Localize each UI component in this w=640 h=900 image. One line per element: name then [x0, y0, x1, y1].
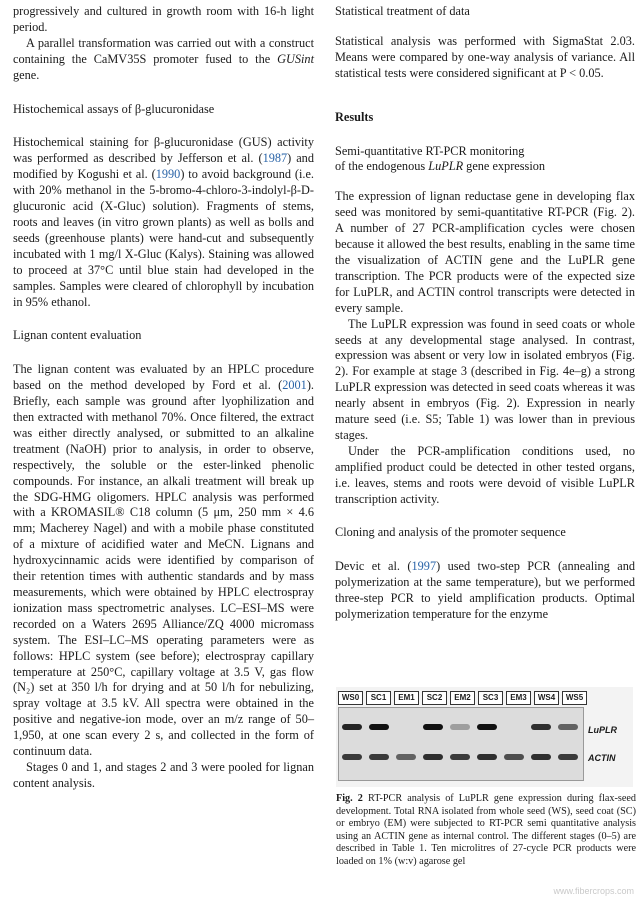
section-heading: Lignan content evaluation	[13, 328, 142, 343]
figure-caption: Fig. 2 RT-PCR analysis of LuPLR gene expression during flax-seed development. Total RNA isolated from whole seed (WS), seed coat (SC) or embryo (EM) were subjected to RT-PCR semi quantitative analysis using an ACTIN gene as internal control. The different stages (0–5) are described in Table 1. Ten microlitres of 27-cycle PCR products were loaded on 1% (w:v) agarose gel	[336, 793, 636, 867]
actin-band	[477, 754, 497, 760]
lane-label: EM2	[450, 691, 475, 705]
lane-label: EM1	[394, 691, 419, 705]
watermark: www.fibercrops.com	[553, 886, 634, 896]
actin-band	[396, 754, 416, 760]
citation-link[interactable]: 1990	[155, 167, 181, 182]
right-column	[335, 4, 635, 623]
citation-link[interactable]: 1987	[262, 151, 288, 166]
paragraph: Under the PCR-amplification conditions used, no amplified product could be detected in other tested organs, i.e. leaves, stems and roots were devoid of visible LuPLR transcription activity.	[335, 443, 635, 506]
paragraph: The LuPLR expression was found in seed coats or whole seeds at any developmental stage analysed. In contrast, expression was absent or very low in isolated embryos (Fig. 2). For example at stage 3 (described in Fig. 4e–g) a strong LuPLR expression was detected in seed coats whereas it was nearly absent in embryos (Fig. 2). Expression in nearly mature seed (i.e. S5; Table 1) was lower than in previous stages.	[335, 316, 635, 442]
subsection-heading: of the endogenous LuPLR gene expression	[335, 159, 546, 174]
lane-label: WS0	[338, 691, 363, 705]
lane-label: WS5	[562, 691, 587, 705]
gene-label-luplr: LuPLR	[588, 725, 617, 735]
left-column	[13, 4, 314, 792]
lane-label: EM3	[506, 691, 531, 705]
luplr-band	[558, 724, 578, 730]
actin-band	[558, 754, 578, 760]
luplr-band	[450, 724, 470, 730]
lane-label: SC1	[366, 691, 391, 705]
paragraph: Histochemical staining for β-glucuronidase (GUS) activity was performed as described by Jefferson et al. (1987) and modified by Kogushi et al. (1990) to avoid background (i.e. with 20% methanol in the 5-bromo-4-chloro-3-indolyl-β-D-glucuronic acid (X-Gluc) solution). Fragments of stems, roots and leaves (in vitro grown plants) as well as bolls and seeds (greenhouse plants) were hand-cut and subsequently incubated with 1 mg/l X-Gluc (Kalys). Staining was allowed to proceed at 37°C until blue stain had developed in the samples. Samples were cleared of chlorophyll by incubation in 95% ethanol.	[13, 135, 314, 309]
gene-label-actin: ACTIN	[588, 753, 616, 763]
luplr-band	[531, 724, 551, 730]
paragraph: The expression of lignan reductase gene in developing flax seed was monitored by semi-quantitative RT-PCR (Fig. 2). A number of 27 PCR-amplification cycles were chosen because it allowed the best results, enabling in the same time the visualization of ACTIN gene and the LuPLR gene transcription. The PCR products were of the expected size for LuPLR, and ACTIN control transcripts were detected in every sample.	[335, 189, 635, 315]
paragraph: progressively and cultured in growth room with 16-h light period.	[13, 4, 314, 34]
section-heading: Histochemical assays of β-glucuronidase	[13, 101, 215, 116]
gel-image	[336, 687, 633, 787]
paragraph: Stages 0 and 1, and stages 2 and 3 were pooled for lignan content analysis.	[13, 759, 314, 790]
section-heading: Cloning and analysis of the promoter sequence	[335, 525, 566, 540]
luplr-band	[423, 724, 443, 730]
luplr-band	[342, 724, 362, 730]
lane-label: SC3	[478, 691, 503, 705]
results-heading: Results	[335, 109, 374, 124]
paragraph: A parallel transformation was carried out with a construct containing the CaMV35S promoter fused to the GUSint gene.	[13, 35, 314, 82]
paragraph: The lignan content was evaluated by an HPLC procedure based on the method developed by Ford et al. (2001). Briefly, each sample was ground after lyophilization and then extracted with methanol 70%. Once filtered, the extract was either directly analysed, or submitted to an alkaline treatment (NaOH) prior to analysis, in order to observe, respectively, the soluble or the ester-linked phenolic compounds. For instance, an alkali treatment will break up the SDG-HMG oligomers. HPLC analysis was performed with a KROMASIL® C18 column (5 μm, 250 mm × 4.6 mm; Macherey Nagel) and with a mobile phase constituted of a mixture of acidified water and MeCN. Lignans and hydroxycinnamic acids were identified by comparison of their retention times with authentic standards and by mass measurements, which were obtained by HPLC electrospray ionization mass spectrometric analyses. LC–ESI–MS were recorded on a Waters 2695 Alliance/ZQ 4000 micromass system. The ESI–LC–MS operating parameters were as follows: HPLC system (see before); electrospray capillary temperature at 250°C, capillary voltage at 3.5 V, gas flow (N₂) set at 350 l/h for drying and at 50 l/h for nebulizing, spray voltage at 3.5 kV. All spectra were obtained in the positive and negative-ion mode, over an m/z range of 50–1,950, at one scan every 2 s, and collected in the form of continuum data.	[13, 362, 314, 759]
citation-link[interactable]: 2001	[282, 378, 307, 393]
section-heading: Statistical treatment of data	[335, 4, 470, 18]
gel-bands	[338, 707, 584, 781]
actin-band	[531, 754, 551, 760]
subsection-heading: Semi-quantitative RT-PCR monitoring	[335, 143, 525, 158]
luplr-band	[369, 724, 389, 730]
actin-band	[504, 754, 524, 760]
actin-band	[342, 754, 362, 760]
actin-band	[450, 754, 470, 760]
actin-band	[423, 754, 443, 760]
luplr-band	[477, 724, 497, 730]
actin-band	[369, 754, 389, 760]
paragraph: Statistical analysis was performed with SigmaStat 2.03. Means were compared by one-way analysis of variance. All statistical tests were considered significant at P < 0.05.	[335, 33, 635, 80]
lane-label: SC2	[422, 691, 447, 705]
paragraph: Devic et al. (1997) used two-step PCR (annealing and polymerization at the same temperature), but we performed three-step PCR to yield amplification products. Optimal polymerization temperature for the enzyme	[335, 559, 635, 622]
lane-labels	[336, 687, 633, 705]
figure-2	[336, 687, 636, 869]
citation-link[interactable]: 1997	[411, 559, 437, 574]
lane-label: WS4	[534, 691, 559, 705]
